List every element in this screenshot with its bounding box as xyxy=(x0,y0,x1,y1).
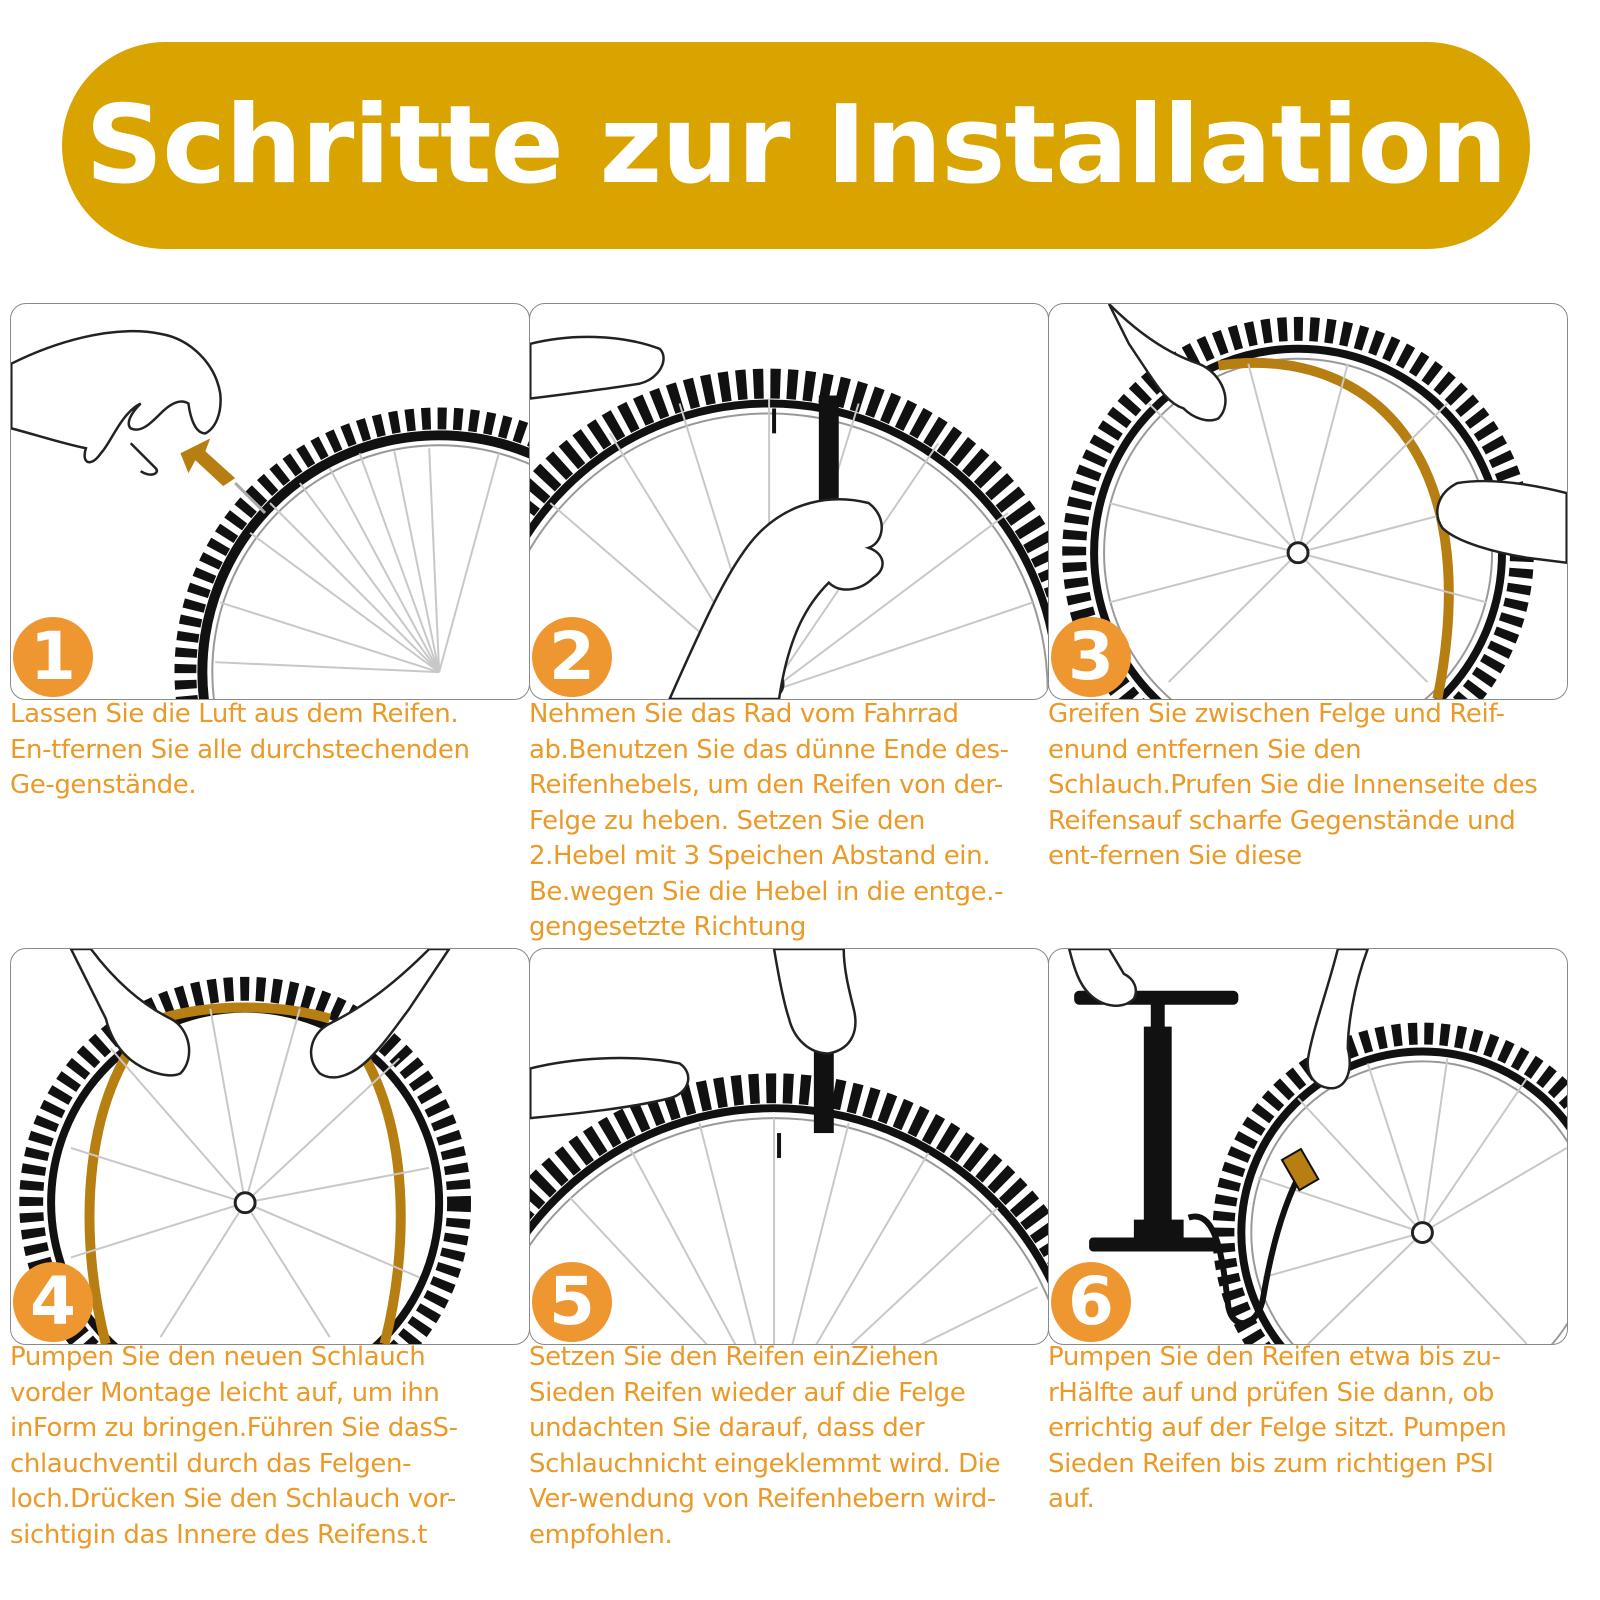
step-1-illustration xyxy=(10,303,530,700)
wheel-icon xyxy=(31,989,459,1344)
wheel-icon xyxy=(185,418,529,699)
tire-lever-icon xyxy=(819,396,839,505)
wheel-icon xyxy=(1223,1034,1567,1344)
step-2-illustration xyxy=(529,303,1049,700)
step-number-badge: 2 xyxy=(532,617,612,697)
step-number-badge: 4 xyxy=(13,1262,93,1342)
step-6-description: Pumpen Sie den Reifen etwa bis zu- rHälfte auf und prüfen Sie dann, ob errichtig auf der Felge sitzt. Pumpen Sieden Reifen bis zum richtigen PSI auf. xyxy=(1048,1342,1507,1514)
step-number-badge: 6 xyxy=(1051,1262,1131,1342)
step-3-illustration xyxy=(1048,303,1568,700)
arrow-icon xyxy=(180,438,265,513)
step-number-badge: 1 xyxy=(13,617,93,697)
step-5-description: Setzen Sie den Reifen einZiehen Sieden Reifen wieder auf die Felge undachten Sie darauf, dass der Schlauchnicht eingeklemmt wird. Die Ver-wendung von Reifenhebern wird- empfohlen. xyxy=(529,1342,1001,1550)
step-5-illustration xyxy=(529,948,1049,1345)
page-title: Schritte zur Installation xyxy=(85,83,1507,208)
step-4-illustration xyxy=(10,948,530,1345)
tire-lever-icon xyxy=(814,1044,834,1134)
step-4-description: Pumpen Sie den neuen Schlauch vorder Montage leicht auf, um ihn inForm zu bringen.Führen Sie dasS- chlauchventil durch das Felgen- loch.Drücken Sie den Schlauch vor- sichtigin das Innere des Reifens.t xyxy=(10,1342,458,1550)
step-3-description: Greifen Sie zwischen Felge und Reif- enund entfernen Sie den Schlauch.Prufen Sie die Innenseite des Reifensauf scharfe Gegenstände und ent-fernen Sie diese xyxy=(1048,699,1538,871)
step-number-badge: 3 xyxy=(1051,617,1131,697)
step-1-description: Lassen Sie die Luft aus dem Reifen. En-tfernen Sie alle durchstechenden Ge-genstände. xyxy=(10,699,470,800)
title-banner xyxy=(62,42,1530,249)
hand-icon xyxy=(1069,949,1367,1088)
step-2-description: Nehmen Sie das Rad vom Fahrrad ab.Benutzen Sie das dünne Ende des- Reifenhebels, um den Reifen von der- Felge zu heben. Setzen Sie den 2.Hebel mit 3 Speichen Abstand ein. Be.wegen Sie die Hebel in die entge.- gengesetzte Richtung xyxy=(529,699,1009,942)
step-6-illustration xyxy=(1048,948,1568,1345)
step-number-badge: 5 xyxy=(532,1262,612,1342)
